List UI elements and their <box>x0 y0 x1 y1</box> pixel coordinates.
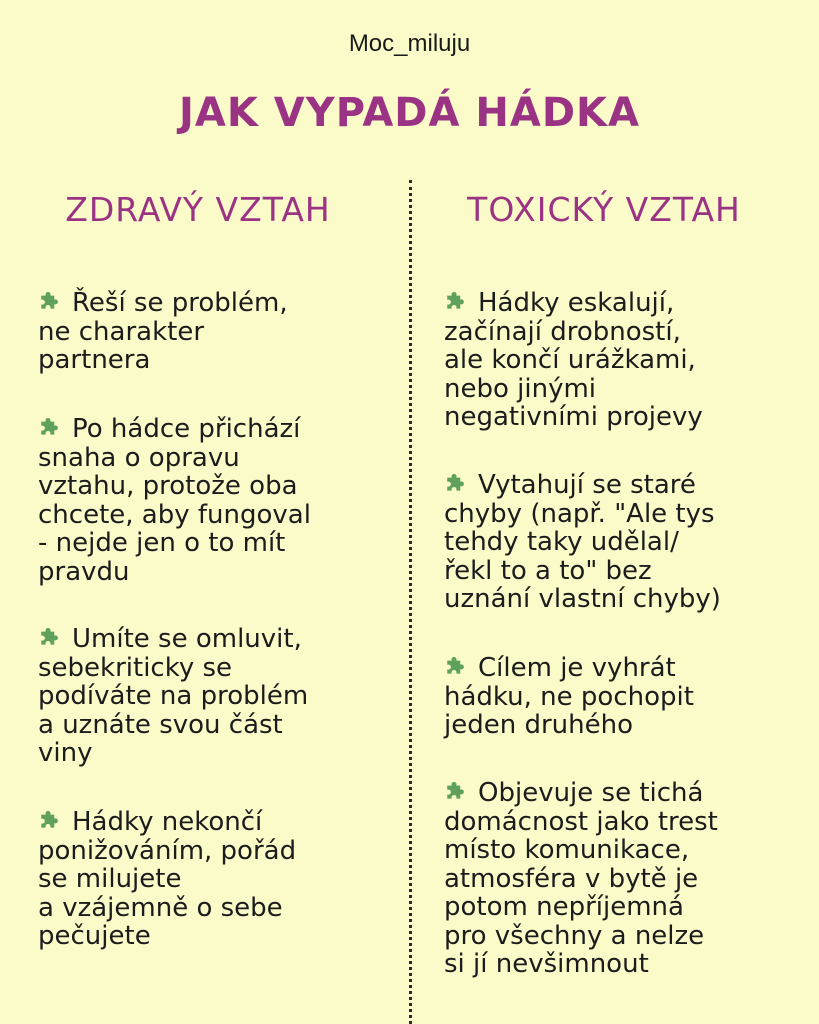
list-item <box>444 470 794 614</box>
puzzle-piece-icon <box>444 653 470 679</box>
list-item <box>38 624 388 768</box>
puzzle-piece-icon <box>444 470 470 496</box>
column-divider <box>409 180 412 1024</box>
puzzle-piece-icon <box>444 288 470 314</box>
list-item-text: Řeší se problém, ne charakter partnera <box>38 288 288 375</box>
list-item-text: Hádky eskalují, začínají drobností, ale končí urážkami, nebo jinými negativními projevy <box>444 288 703 432</box>
toxic-column-heading: TOXICKÝ VZTAH <box>467 190 741 229</box>
list-item <box>38 288 388 375</box>
list-item-text: Hádky nekončí ponižováním, pořád se milujete a vzájemně o sebe pečujete <box>38 807 297 951</box>
puzzle-piece-icon <box>444 778 470 804</box>
page-title: JAK VYPADÁ HÁDKA <box>179 90 640 136</box>
toxic-relationship-column <box>444 190 794 979</box>
list-item <box>444 778 794 979</box>
puzzle-piece-icon <box>38 288 64 314</box>
list-item <box>444 288 794 432</box>
list-item-text: Objevuje se tichá domácnost jako trest místo komunikace, atmosféra v bytě je potom nepříjemná pro všechny a nelze si jí nevšimnout <box>444 778 718 979</box>
list-item-text: Umíte se omluvit, sebekriticky se podíváte na problém a uznáte svou část viny <box>38 624 309 768</box>
list-item-text: Cílem je vyhrát hádku, ne pochopit jeden druhého <box>444 653 694 740</box>
author-handle: Moc_miluju <box>348 30 471 57</box>
puzzle-piece-icon <box>38 624 64 650</box>
list-item-text: Vytahují se staré chyby (např. "Ale tys tehdy taky udělal/ řekl to a to" bez uznání vlastní chyby) <box>444 470 721 614</box>
healthy-column-heading: ZDRAVÝ VZTAH <box>65 190 331 229</box>
list-item <box>444 653 794 740</box>
list-item-text: Po hádce přichází snaha o opravu vztahu, protože oba chcete, aby fungoval - nejde jen o to mít pravdu <box>38 414 311 587</box>
list-item <box>38 414 388 586</box>
list-item <box>38 807 388 951</box>
puzzle-piece-icon <box>38 414 64 440</box>
puzzle-piece-icon <box>38 807 64 833</box>
healthy-relationship-column <box>38 190 388 951</box>
